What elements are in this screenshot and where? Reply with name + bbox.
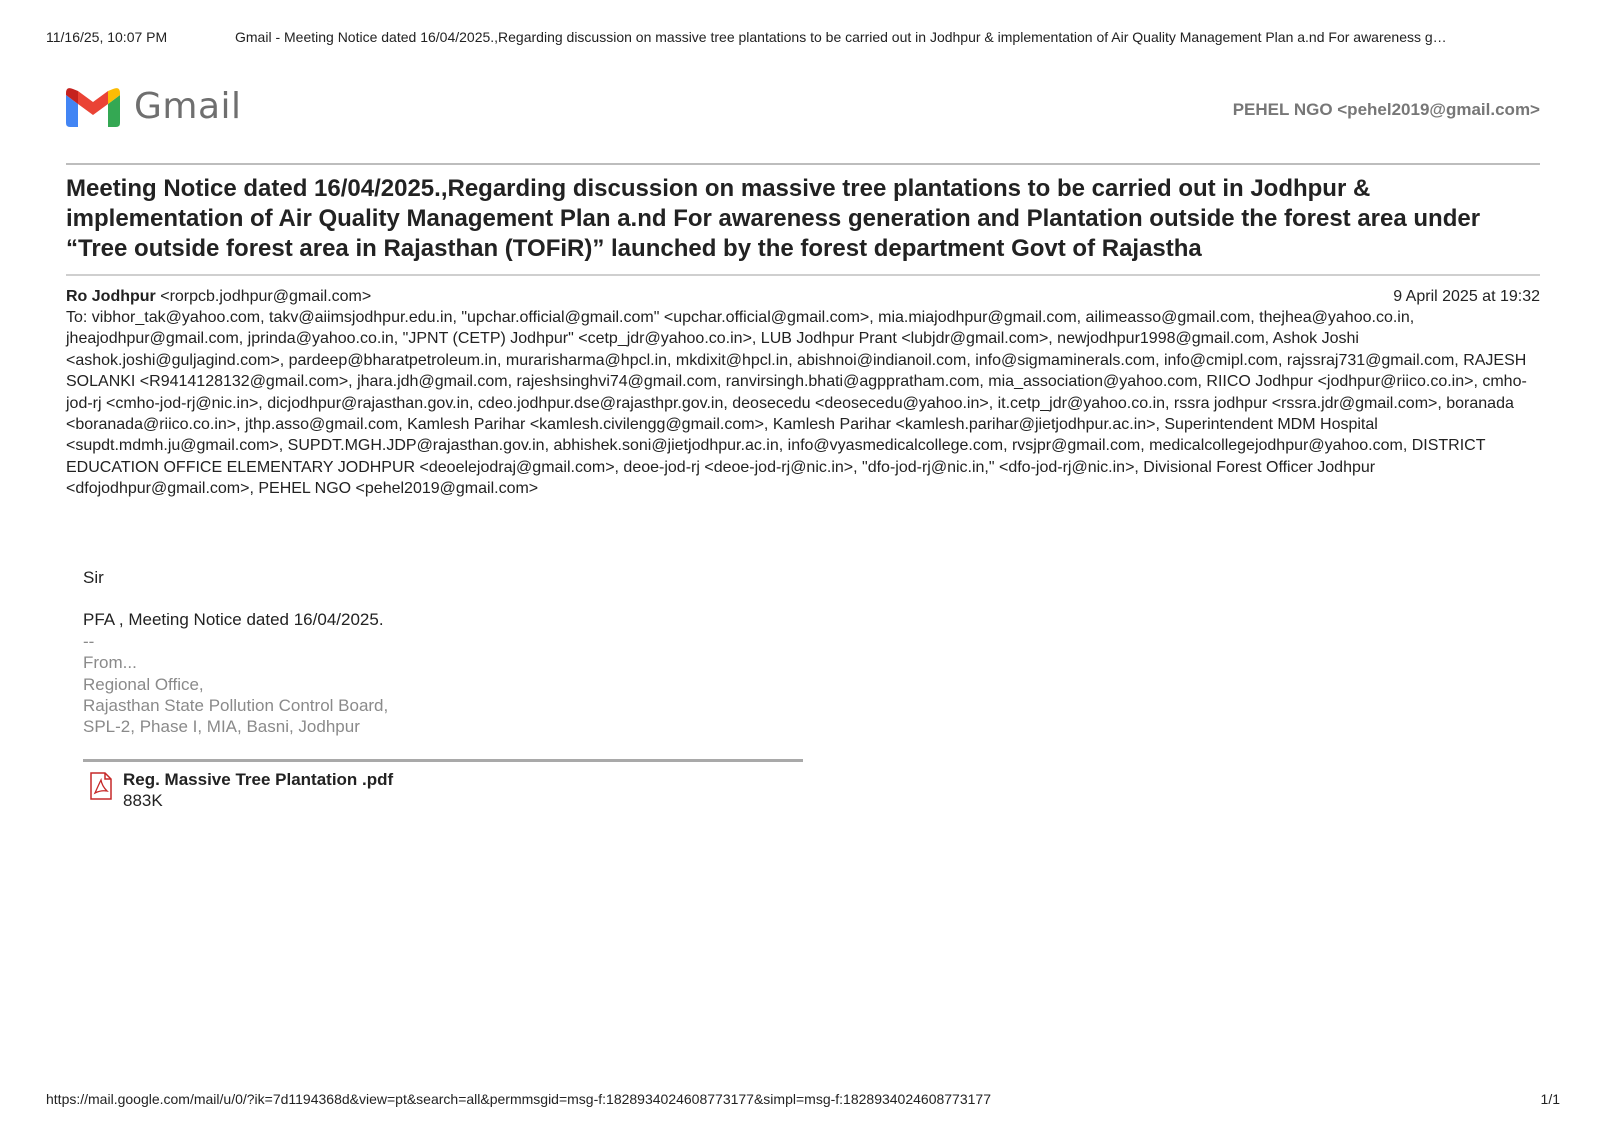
message-body <box>83 567 388 738</box>
body-text: PFA , Meeting Notice dated 16/04/2025. <box>83 610 384 630</box>
signature-line: SPL-2, Phase I, MIA, Basni, Jodhpur <box>83 717 360 737</box>
sender-name: Ro Jodhpur <box>66 288 156 305</box>
attachment-divider <box>83 759 803 762</box>
sender-email: <rorpcb.jodhpur@gmail.com> <box>160 288 372 305</box>
gmail-wordmark: Gmail <box>134 86 242 127</box>
account-label: PEHEL NGO <pehel2019@gmail.com> <box>1232 100 1540 119</box>
signature-line: -- <box>83 631 95 651</box>
page-number: 1/1 <box>1540 1091 1560 1107</box>
signature-line: Regional Office, <box>83 674 204 694</box>
recipients-list: To: vibhor_tak@yahoo.com, takv@aiimsjodhpur.edu.in, "upchar.official@gmail.com" <upchar.official@gmail.com>, mia.miajodhpur@gmail.com, ailimeasso@gmail.com, thejhea@yahoo.co.in, jheajodhpur@gmail.com, jprinda@yahoo.co.in, "JPNT (CETP) Jodhpur" <cetp_jdr@yahoo.co.in>, LUB Jodhpur Prant <lubjdr@gmail.com>, newjodhpur1998@gmail.com, Ashok Joshi <ashok.joshi@guljagind.com>, pardeep@bharatpetroleum.in, murarisharma@hpcl.in, mkdixit@hpcl.in, abishnoi@indianoil.com, info@sigmaminerals.com, info@cmipl.com, rajssraj731@gmail.com, RAJESH SOLANKI <R9414128132@gmail.com>, jhara.jdh@gmail.com, rajeshsinghvi74@gmail.com, ranvirsingh.bhati@agppratham.com, mia_association@yahoo.com, RIICO Jodhpur <jodhpur@riico.co.in>, cmho-jod-rj <cmho-jod-rj@nic.in>, dicjodhpur@rajasthan.gov.in, cdeo.jodhpur.dse@rajasthpr.gov.in, deosecedu <deosecedu@yahoo.in>, it.cetp_jdr@yahoo.co.in, rssra jodhpur <rssra.jdr@gmail.com>, boranada <boranada@riico.co.in>, jthp.asso@gmail.com, Kamlesh Parihar <kamlesh.civilengg@gmail.com>, Kamlesh Parihar <kamlesh.parihar@jietjodhpur.ac.in>, Superintendent MDM Hospital <supdt.mdmh.ju@gmail.com>, SUPDT.MGH.JDP@rajasthan.gov.in, abhishek.soni@jietjodhpur.ac.in, info@vyasmedicalcollege.com, rvsjpr@gmail.com, medicalcollegejodhpur@yahoo.com, DISTRICT EDUCATION OFFICE ELEMENTARY JODHPUR <deoelejodraj@gmail.com>, deoe-jod-rj <deoe-jod-rj@nic.in>, "dfo-jod-rj@nic.in," <dfo-jod-rj@nic.in>, Divisional Forest Officer Jodhpur <dfojodhpur@gmail.com>, PEHEL NGO <pehel2019@gmail.com> <box>66 309 1527 498</box>
signature-line: Rajasthan State Pollution Control Board, <box>83 696 389 716</box>
print-url: https://mail.google.com/mail/u/0/?ik=7d1194368d&view=pt&search=all&permmsgid=msg-f:1828934024608773177&simpl=msg-f:1828934024608773177 <box>46 1091 991 1107</box>
signature-line: From... <box>83 653 137 673</box>
print-timestamp: 11/16/25, 10:07 PM <box>46 29 168 45</box>
header-divider <box>66 163 1540 165</box>
email-subject: Meeting Notice dated 16/04/2025.,Regarding discussion on massive tree plantations to be carried out in Jodhpur & implementation of Air Quality Management Plan a.nd For awareness generation and Plantation outside the forest area under “Tree outside forest area in Rajasthan (TOFiR)” launched by the forest department Govt of Rajastha <box>66 175 1481 262</box>
message-header <box>66 286 1540 500</box>
print-page-title: Gmail - Meeting Notice dated 16/04/2025.,Regarding discussion on massive tree plantations to be carried out in Jodhpur & implementation of Air Quality Management Plan a.nd For awareness g… <box>235 29 1447 45</box>
attachment-size: 883K <box>123 791 163 810</box>
print-footer <box>46 1091 1560 1107</box>
gmail-logo[interactable] <box>66 86 242 127</box>
message-date: 9 April 2025 at 19:32 <box>1393 288 1540 305</box>
gmail-logo-icon <box>66 87 120 127</box>
attachment-name[interactable]: Reg. Massive Tree Plantation .pdf <box>123 770 394 789</box>
greeting: Sir <box>83 568 104 587</box>
attachment[interactable] <box>89 770 393 812</box>
pdf-icon <box>89 772 113 800</box>
subject-divider <box>66 274 1540 276</box>
